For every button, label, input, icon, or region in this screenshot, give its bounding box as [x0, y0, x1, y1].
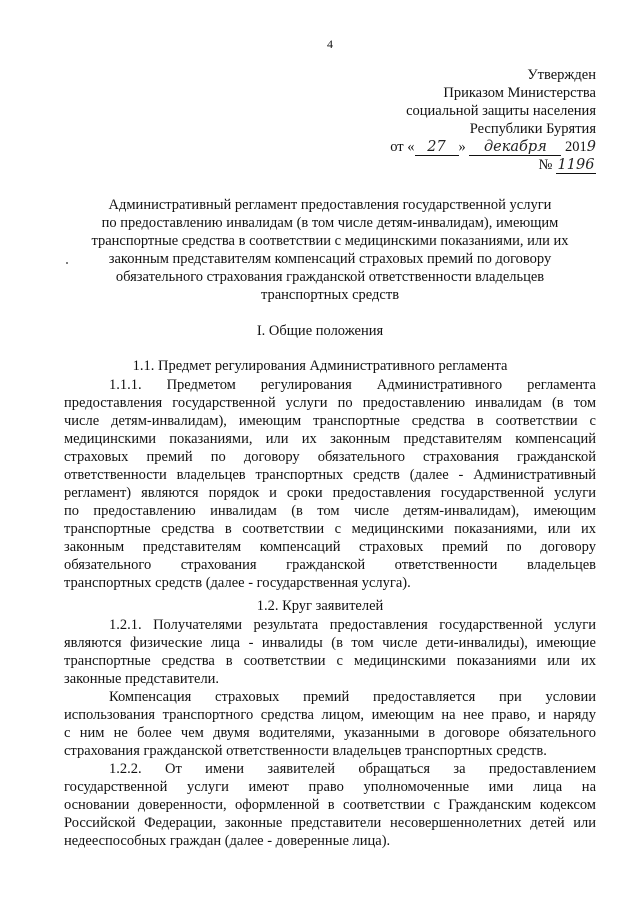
approval-line: Утвержден — [527, 67, 596, 83]
paragraph-line: медицинскими показаниями, или их законным представителям компенсаций — [64, 431, 596, 447]
paragraph-line: 1.2.1. Получателями результата предоставления государственной услуги — [109, 617, 596, 633]
paragraph-line: Российской Федерации, законные представители несовершеннолетних детей или — [64, 815, 596, 831]
date-day-handwritten: 27 — [415, 140, 459, 156]
document-title — [60, 196, 600, 304]
paragraph-line: регламент) являются порядок и сроки предоставления государственной услуги — [64, 485, 596, 501]
date-year-handwritten: 9 — [586, 139, 596, 155]
approval-line: социальной защиты населения — [406, 103, 596, 119]
paragraph-line: предоставления государственной услуги по предоставлению инвалидам (в том — [64, 395, 596, 411]
date-prefix: от « — [390, 139, 415, 155]
scan-speck — [66, 262, 68, 264]
paragraph-line: транспортные средства в соответствии с медицинскими показаниями, или их — [64, 521, 596, 537]
title-line: по предоставлению инвалидам (в том числе детям-инвалидам), имеющим — [101, 215, 559, 231]
title-line: транспортные средства в соответствии с медицинскими показаниями, или их — [91, 233, 569, 249]
paragraph-line: законным представителям компенсаций страховых премий по договору — [64, 539, 596, 555]
paragraph-line: государственной услуги имеют право уполномоченные ими лица на — [64, 779, 596, 795]
paragraph-line: числе детям-инвалидам), имеющим транспортные средства в соответствии с — [64, 413, 596, 429]
title-line: транспортных средств — [260, 287, 400, 303]
paragraph-line: законные представители. — [64, 671, 220, 687]
paragraph-line: использования транспортного средства лицом, имеющим на нее право, и наряду — [64, 707, 596, 723]
approval-number — [390, 156, 596, 174]
paragraph-line: являются физические лица - инвалиды (в том числе дети-инвалиды), имеющие — [64, 635, 596, 651]
number-handwritten: 1196 — [557, 157, 595, 173]
paragraph-line: по предоставлению инвалидам (в том числе детям-инвалидам), имеющим — [64, 503, 596, 519]
date-month-handwritten: декабря — [469, 140, 561, 156]
paragraph-line: транспортных средств (далее - государственная услуга). — [64, 575, 411, 591]
paragraph-line: недееспособных граждан (далее - доверенные лица). — [64, 833, 391, 849]
title-line: обязательного страхования гражданской ответственности владельцев — [115, 269, 545, 285]
paragraph-1-1-1 — [64, 376, 596, 592]
approval-line: Приказом Министерства — [443, 85, 596, 101]
approval-line: Республики Бурятия — [469, 121, 596, 137]
paragraph-line: Компенсация страховых премий предоставляется при условии — [109, 689, 596, 705]
subsection-heading: 1.2. Круг заявителей — [256, 598, 384, 614]
approval-stamp-block — [390, 66, 596, 174]
paragraph-line: 1.2.2. От имени заявителей обращаться за предоставлением — [109, 761, 596, 777]
section-heading: I. Общие положения — [256, 323, 384, 339]
paragraph-line: обязательного страхования гражданской ответственности владельцев — [64, 557, 596, 573]
page-number: 4 — [327, 37, 333, 51]
number-prefix: № — [538, 157, 553, 173]
paragraph-line: с ним не более чем двумя водителями, указанными в договоре обязательного — [64, 725, 596, 741]
paragraph-compensation — [64, 688, 596, 760]
date-mid: » — [458, 139, 466, 155]
paragraph-line: страхования гражданской ответственности владельцев транспортных средств. — [64, 743, 547, 759]
approval-date — [390, 138, 596, 156]
title-line: законным представителям компенсаций страховых премий по договору — [108, 251, 552, 267]
paragraph-line: 1.1.1. Предметом регулирования Административного регламента — [109, 377, 596, 393]
title-line: Административный регламент предоставления государственной услуги — [108, 197, 552, 213]
paragraph-1-2-2 — [64, 760, 596, 850]
subsection-heading: 1.1. Предмет регулирования Административного регламента — [132, 358, 508, 374]
paragraph-line: основании доверенности, оформленной в соответствии с Гражданским кодексом — [64, 797, 596, 813]
paragraph-line: страховых премий по договору обязательного страхования гражданской — [64, 449, 596, 465]
paragraph-line: ответственности владельцев транспортных средств (далее - Административный — [64, 467, 596, 483]
date-year-printed: 201 — [565, 139, 587, 155]
paragraph-line: транспортные средства в соответствии с медицинскими показаниями или их — [64, 653, 596, 669]
paragraph-1-2-1 — [64, 616, 596, 688]
